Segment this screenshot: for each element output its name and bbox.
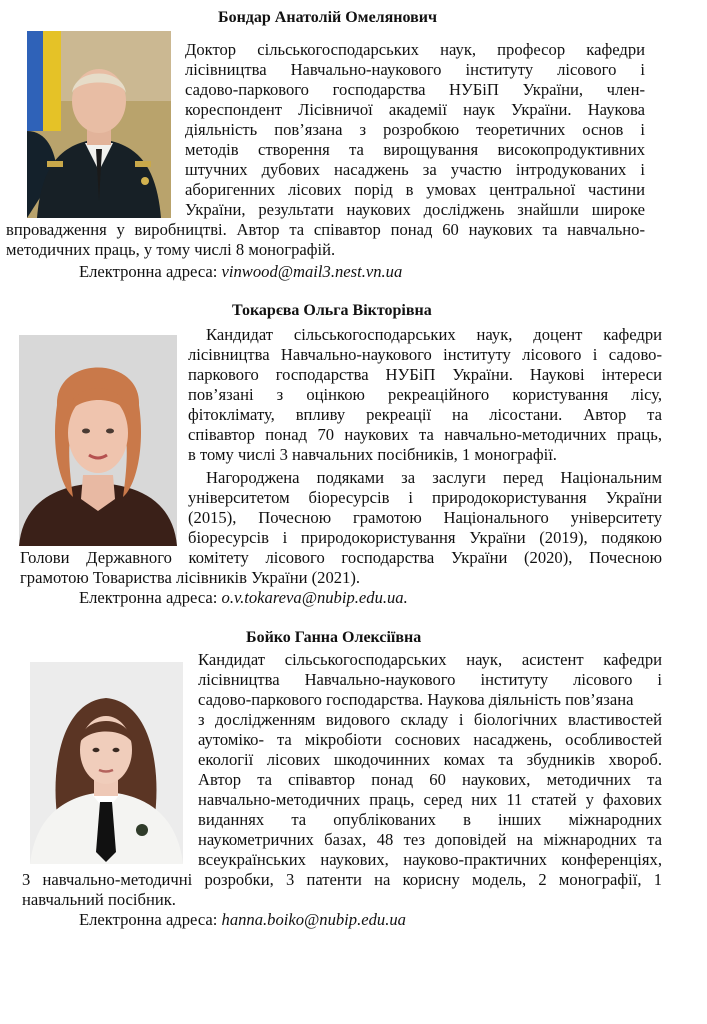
email-label: Електронна адреса: [79, 588, 218, 607]
bio-line: паркового господарства НУБіП України. Наукові інтереси [188, 365, 662, 384]
bio-line: екології лісових шкодочинних комах та збудників хвороб. [198, 750, 662, 769]
bio-line: аборигенних лісових порід в умовах центральної частини [185, 180, 645, 199]
bio-line: Кандидат сільськогосподарських наук, доцент кафедри [206, 325, 662, 344]
email-label: Електронна адреса: [79, 910, 218, 929]
bio-line: методів створення та вирощування високопродуктивних [185, 140, 645, 159]
bio-line: біоресурсів і природокористування України (2019), подякою [188, 528, 662, 547]
bio-line: навчально-методичних праць, серед них 11 статей у фахових [198, 790, 662, 809]
bio-line: садово-паркового господарства. Наукова діяльність пов’язана [198, 690, 634, 709]
bio-line: з дослідженням видового складу і біологічних властивостей [198, 710, 662, 729]
bio-line: наукометричних базах, 48 тез доповідей на міжнародних та [198, 830, 662, 849]
bio-line: впровадження у виробництві. Автор та співавтор понад 60 наукових та навчально- [6, 220, 645, 239]
person-name: Бойко Ганна Олексіївна [246, 629, 422, 646]
bio-line: Доктор сільськогосподарських наук, професор кафедри [185, 40, 645, 59]
bio-line: садово-паркового господарства НУБіП України, член- [185, 80, 645, 99]
bio-line: пов’язані з оцінкою рекреаційного користування лісу, [188, 385, 662, 404]
bio-line: Нагороджена подяками за заслуги перед Національним [206, 468, 662, 487]
bio-line: аутоміко- та мікробіоти соснових насаджень, особливостей [198, 730, 662, 749]
email-row [79, 262, 402, 282]
person-name: Токарєва Ольга Вікторівна [232, 302, 432, 319]
bio-line: в тому числі 3 навчальних посібників, 1 монографії. [188, 445, 557, 464]
email-link[interactable]: vinwood@mail3.nest.vn.ua [221, 262, 403, 281]
bio-line: Автор та співавтор понад 60 наукових, методичних та [198, 770, 662, 789]
portrait-woman-uniform-icon [30, 662, 183, 864]
email-link[interactable]: hanna.boiko@nubip.edu.ua [221, 910, 406, 929]
email-row [79, 910, 406, 930]
bio-line: грамотою Товариства лісівників України (2021). [20, 568, 361, 587]
bio-line: штучних дубових насаджень за участю інтродукованих і [185, 160, 645, 179]
bio-line: співавтор понад 70 наукових та навчально-методичних праць, [188, 425, 662, 444]
bio-line: навчальний посібник. [22, 890, 176, 909]
bio-line: лісівництва Навчально-наукового інституту лісового і [185, 60, 645, 79]
email-row [79, 588, 408, 608]
bio-line: (2015), Почесною грамотою Національного університету [188, 508, 662, 527]
bio-line: лісівництва Навчально-наукового інституту лісового і садово- [188, 345, 662, 364]
bio-line: всеукраїнських наукових, науково-практичних конференціях, [198, 850, 662, 869]
portrait-woman-icon [19, 335, 177, 546]
bio-line: України, результати наукових досліджень знайшли широке [185, 200, 645, 219]
bio-line: Кандидат сільськогосподарських наук, асистент кафедри [198, 650, 662, 669]
bio-line: Голови Державного комітету лісового господарства України (2020), Почесною [20, 548, 662, 567]
person-name: Бондар Анатолій Омелянович [218, 9, 438, 26]
email-link[interactable]: o.v.tokareva@nubip.edu.ua. [221, 588, 408, 607]
bio-line: 3 навчально-методичні розробки, 3 патенти на корисну модель, 2 монографії, 1 [22, 870, 662, 889]
bio-line: університетом біоресурсів і природокористування України [188, 488, 662, 507]
bio-line: кореспондент Лісівничої академії наук України. Наукова [185, 100, 645, 119]
email-label: Електронна адреса: [79, 262, 218, 281]
portrait-man-uniform-icon [27, 31, 171, 218]
bio-line: виданнях та опублікованих в інших міжнародних [198, 810, 662, 829]
bio-line: діяльність пов’язана з розробкою теоретичних основ і [185, 120, 645, 139]
bio-line: методичних праць, у тому числі 8 монографій. [6, 240, 336, 259]
bio-line: фітоклімату, впливу рекреації на лісостани. Автор та [188, 405, 662, 424]
bio-line: лісівництва Навчально-наукового інституту лісового і [198, 670, 662, 689]
